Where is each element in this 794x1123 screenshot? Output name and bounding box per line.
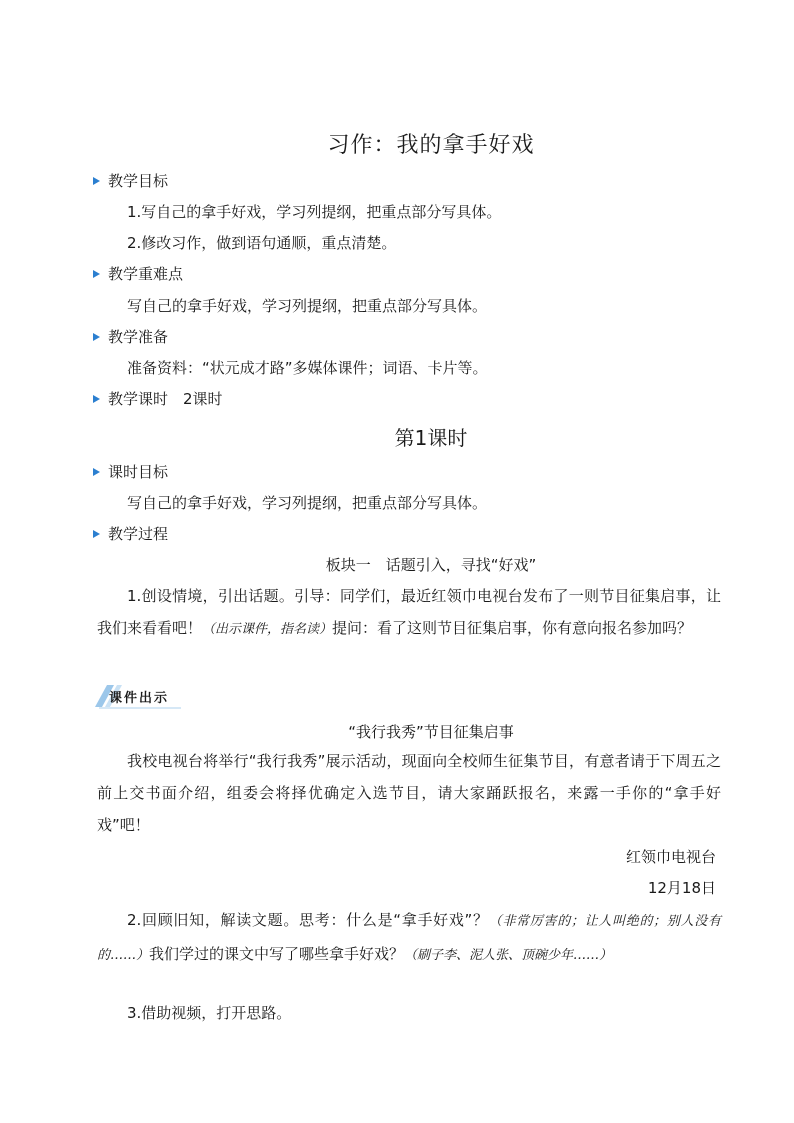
triangle-bullet-icon: [93, 530, 100, 538]
lesson-title: 第1课时: [394, 426, 468, 450]
notice-title: “我行我秀”节目征集启事: [348, 723, 514, 741]
triangle-bullet-icon: [93, 270, 100, 278]
goal-item-1: 1.写自己的拿手好戏，学习列提纲，把重点部分写具体。: [127, 203, 502, 221]
step-3-text: 3.借助视频，打开思路。: [127, 1004, 292, 1022]
section-heading-key-points: [93, 264, 183, 284]
step-2-paragraph: [97, 904, 721, 972]
goal-item-2: 2.修改习作，做到语句通顺，重点清楚。: [127, 234, 397, 252]
section-heading-text: 教学目标: [108, 172, 169, 190]
triangle-bullet-icon: [93, 468, 100, 476]
section-heading-hours: [93, 389, 223, 409]
step-1-note: （出示课件，指名读）: [202, 622, 333, 637]
section-heading-goals: [93, 171, 168, 191]
step-1-question: 提问：看了这则节目征集启事，你有意向报名参加吗？: [332, 619, 693, 637]
section-heading-text: 教学重难点: [108, 265, 184, 283]
step-2-note-1: （非常厉害的；让人叫绝的；别人没有的……）: [97, 914, 721, 963]
lesson-goal-text: 写自己的拿手好戏，学习列提纲，把重点部分写具体。: [127, 494, 488, 512]
notice-body: 我校电视台将举行“我行我秀”展示活动，现面向全校师生征集节目，有意者请于下周五之前上交书面介绍，组委会将择优确定入选节目，请大家踊跃报名，来露一手你的“拿手好戏”吧！: [97, 752, 721, 834]
triangle-bullet-icon: [93, 395, 100, 403]
triangle-bullet-icon: [93, 177, 100, 185]
section-heading-process: [93, 524, 168, 544]
section-heading-text: 教学过程: [108, 525, 169, 543]
section-heading-lesson-goal: [93, 462, 168, 482]
step-2-text: 2.回顾旧知，解读文题。思考：什么是“拿手好戏”？: [127, 911, 489, 929]
step-1-text: 1.创设情境，引出话题。引导：同学们，最近红领巾电视台发布了一则节目征集启事，让我们来看看吧！: [97, 587, 721, 637]
section-heading-preparation: [93, 327, 168, 347]
section-heading-text: 课时目标: [108, 463, 169, 481]
key-points-text: 写自己的拿手好戏，学习列提纲，把重点部分写具体。: [127, 297, 488, 315]
notice-date: 12月18日: [647, 879, 716, 897]
section-heading-text: 教学课时 2课时: [108, 390, 223, 408]
block-title: 板块一 话题引入，寻找“好戏”: [325, 556, 537, 574]
section-heading-text: 教学准备: [108, 328, 169, 346]
triangle-bullet-icon: [93, 333, 100, 341]
step-1-paragraph: [97, 580, 721, 646]
step-2-question: 我们学过的课文中写了哪些拿手好戏？: [149, 945, 405, 963]
preparation-text: 准备资料：“状元成才路”多媒体课件；词语、卡片等。: [127, 359, 488, 377]
notice-signature: 红领巾电视台: [625, 848, 716, 866]
badge-label: 课件出示: [109, 691, 170, 706]
courseware-badge: [95, 681, 185, 711]
step-2-note-2: （刷子李、泥人张、顶碗少年……）: [404, 948, 613, 963]
page-title: 习作：我的拿手好戏: [327, 133, 535, 158]
